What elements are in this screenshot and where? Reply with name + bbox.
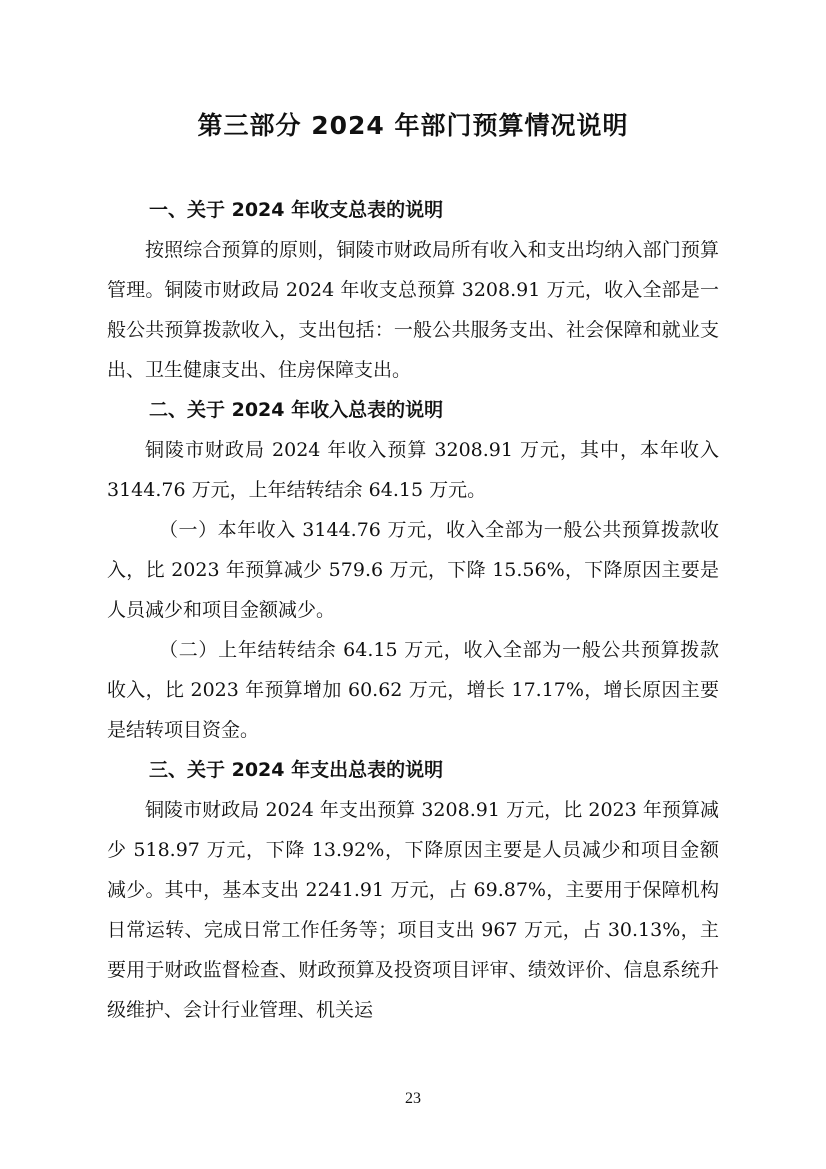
section-heading-3: 三、关于 2024 年支出总表的说明 (149, 759, 444, 781)
section-2-paragraph-1: 铜陵市财政局 2024 年收入预算 3208.91 万元，其中，本年收入 3144.76 万元，上年结转结余 64.15 万元。 (107, 439, 719, 501)
page-number: 23 (405, 1090, 421, 1107)
document-body (107, 190, 719, 1030)
section-2-paragraph-3: （二）上年结转结余 64.15 万元，收入全部为一般公共预算拨款收入，比 2023 年预算增加 60.62 万元，增长 17.17%，增长原因主要是结转项目资金。 (107, 639, 719, 741)
section-heading-1: 一、关于 2024 年收支总表的说明 (149, 199, 444, 221)
section-2-paragraph-2: （一）本年收入 3144.76 万元，收入全部为一般公共预算拨款收入，比 2023 年预算减少 579.6 万元，下降 15.56%，下降原因主要是人员减少和项目金额减少。 (107, 519, 719, 621)
section-1-paragraph-1: 按照综合预算的原则，铜陵市财政局所有收入和支出均纳入部门预算管理。铜陵市财政局 2024 年收支总预算 3208.91 万元，收入全部是一般公共预算拨款收入，支出包括：一般公共服务支出、社会保障和就业支出、卫生健康支出、住房保障支出。 (107, 239, 719, 381)
page-title: 第三部分 2024 年部门预算情况说明 (197, 111, 629, 140)
section-heading-2: 二、关于 2024 年收入总表的说明 (149, 399, 444, 421)
section-3-paragraph-1: 铜陵市财政局 2024 年支出预算 3208.91 万元，比 2023 年预算减少 518.97 万元，下降 13.92%，下降原因主要是人员减少和项目金额减少。其中，基本支出 2241.91 万元，占 69.87%，主要用于保障机构日常运转、完成日常工作任务等；项目支出 967 万元，占 30.13%，主要用于财政监督检查、财政预算及投资项目评审、绩效评价、信息系统升级维护、会计行业管理、机关运 (107, 799, 719, 1021)
